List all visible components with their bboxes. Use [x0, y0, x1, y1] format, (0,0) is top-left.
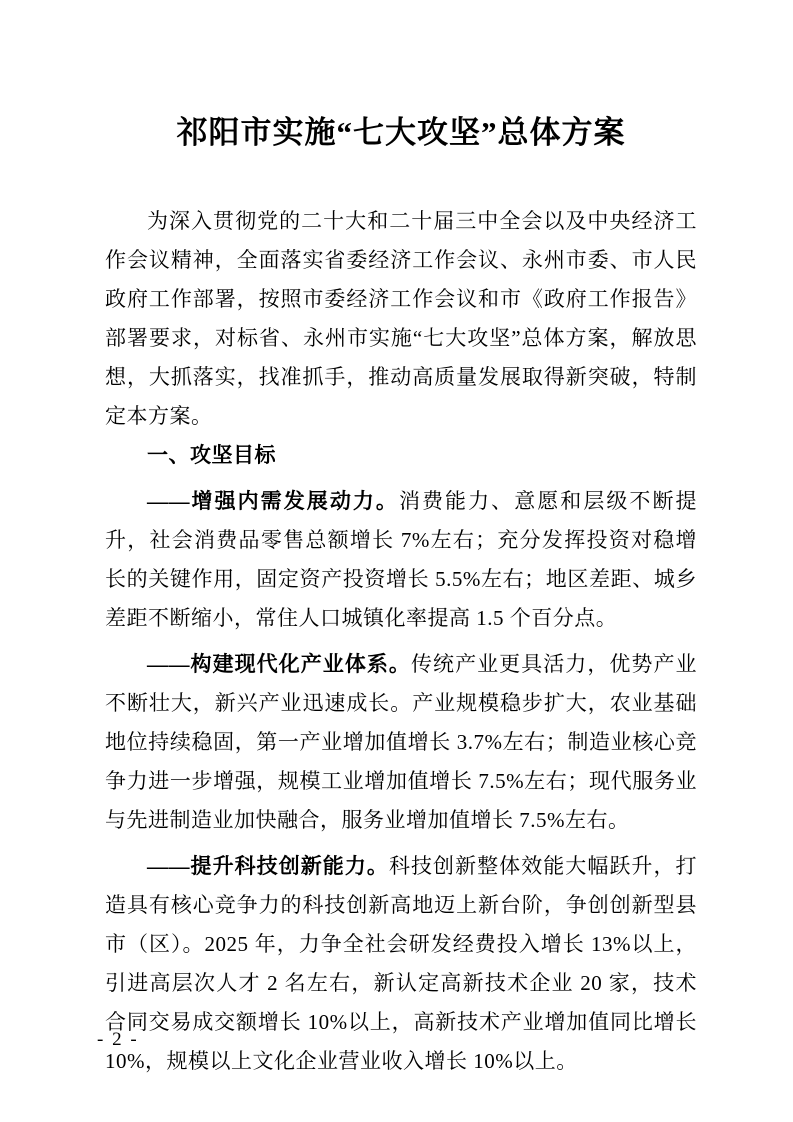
- document-content: [105, 110, 697, 1081]
- goal-lead-domestic-demand: ——增强内需发展动力。: [147, 489, 399, 513]
- goal-paragraph-industrial-system: [105, 645, 697, 840]
- page-number: - 2 -: [97, 1029, 139, 1050]
- section-heading-goals: 一、攻坚目标: [147, 444, 276, 467]
- goal-text-tech-innovation: 科技创新整体效能大幅跃升，打造具有核心竞争力的科技创新高地迈上新台阶，争创创新型县市（区）。2025 年，力争全社会研发经费投入增长 13%以上，引进高层次人才 2 名左右，新认定高新技术企业 20 家，技术合同交易成交额增长 10%以上，高新技术产业增加值同比增长 10%，规模以上文化企业营业收入增长 10%以上。: [105, 854, 698, 1073]
- goal-text-domestic-demand: 消费能力、意愿和层级不断提升，社会消费品零售总额增长 7%左右；充分发挥投资对稳增长的关键作用，固定资产投资增长 5.5%左右；地区差距、城乡差距不断缩小，常住人口城镇化率提高 1.5 个百分点。: [105, 489, 698, 630]
- goal-text-industrial-system: 传统产业更具活力，优势产业不断壮大，新兴产业迅速成长。产业规模稳步扩大，农业基础地位持续稳固，第一产业增加值增长 3.7%左右；制造业核心竞争力进一步增强，规模工业增加值增长 7.5%左右；现代服务业与先进制造业加快融合，服务业增加值增长 7.5%左右。: [105, 652, 698, 832]
- goal-lead-tech-innovation: ——提升科技创新能力。: [147, 854, 389, 878]
- intro-paragraph: 为深入贯彻党的二十大和二十届三中全会以及中央经济工作会议精神，全面落实省委经济工作会议、永州市委、市人民政府工作部署，按照市委经济工作会议和市《政府工作报告》部署要求，对标省、永州市实施“七大攻坚”总体方案，解放思想，大抓落实，找准抓手，推动高质量发展取得新突破，特制定本方案。: [105, 209, 697, 428]
- goal-lead-industrial-system: ——构建现代化产业体系。: [147, 652, 411, 676]
- document-title: 祁阳市实施“七大攻坚”总体方案: [176, 115, 626, 150]
- goal-paragraph-domestic-demand: [105, 482, 697, 638]
- goal-paragraph-tech-innovation: [105, 847, 697, 1081]
